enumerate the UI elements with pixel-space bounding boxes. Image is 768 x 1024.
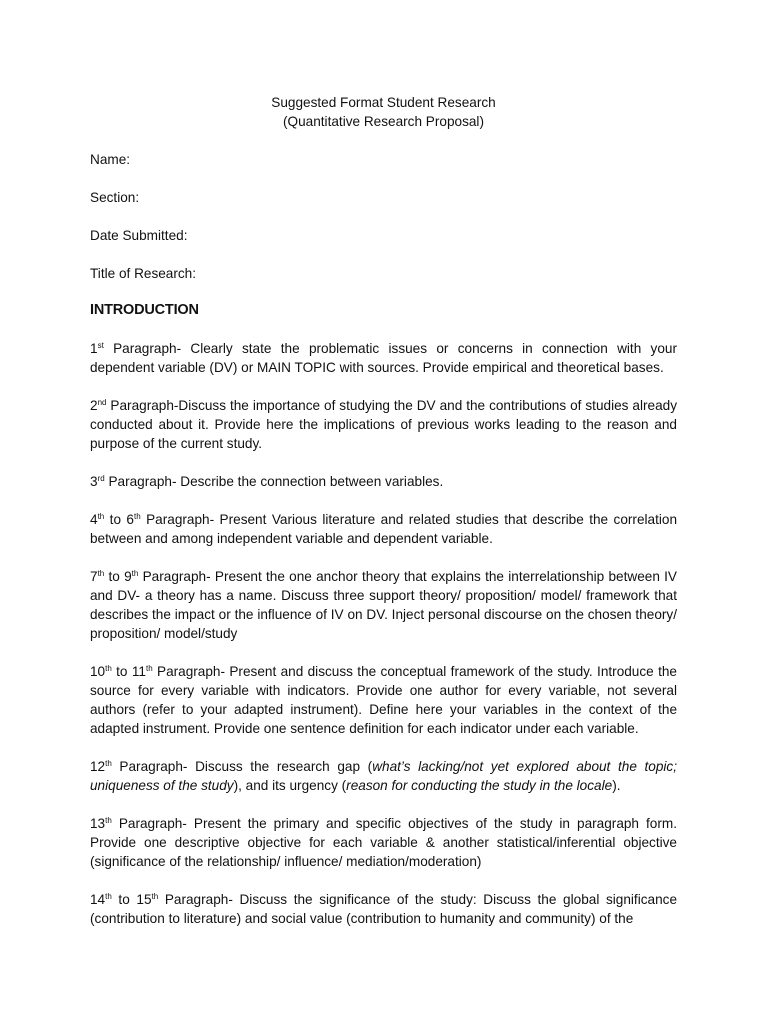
ordinal-suffix-2: th <box>145 664 153 673</box>
paragraph-text: Paragraph- Present the one anchor theory that explains the interrelationship between IV and DV- a theory has a name. Discuss three support theory/ proposition/ model/ framework that describes the impact or the influence of IV on DV. Inject personal discourse on the chosen theory/ proposition/ model/study <box>90 569 677 641</box>
document-title <box>90 93 677 131</box>
paragraph-text: Paragraph- Present the primary and specific objectives of the study in paragraph form. Provide one descriptive objective for each variable & another statistical/inferential objective (significance of the relationship/ influence/ mediation/moderation) <box>90 816 677 869</box>
ordinal-suffix: rd <box>97 474 105 483</box>
paragraph-number: 13 <box>90 816 106 831</box>
paragraph-4 <box>90 510 677 548</box>
ordinal-suffix: nd <box>97 398 107 407</box>
title-line-1: Suggested Format Student Research <box>271 95 496 110</box>
paragraph-number: 7 <box>90 569 98 584</box>
paragraph-8 <box>90 814 677 871</box>
paragraph-number: 10 <box>90 664 106 679</box>
field-title-of-research: Title of Research: <box>90 266 197 281</box>
ordinal-suffix: th <box>105 664 112 673</box>
paragraph-5 <box>90 567 677 643</box>
ordinal-suffix: th <box>97 512 105 521</box>
ordinal-suffix: th <box>105 892 112 901</box>
paragraph-text: Paragraph- Discuss the significance of the study: Discuss the global significance (contribution to literature) and social value (contribution to humanity and community) of the <box>90 892 678 926</box>
paragraph-range: to 11 <box>111 664 146 679</box>
paragraph-range: to 15 <box>111 892 152 907</box>
section-heading: INTRODUCTION <box>90 302 199 318</box>
field-date-submitted: Date Submitted: <box>90 228 188 243</box>
paragraph-7 <box>90 757 677 795</box>
paragraph-text: Paragraph-Discuss the importance of studying the DV and the contributions of studies already conducted about it. Provide here the implications of previous works leading to the reason and purpose of the current study. <box>90 398 677 451</box>
ordinal-suffix-2: th <box>151 892 159 901</box>
paragraph-3 <box>90 472 677 491</box>
paragraph-italic-b: reason for conducting the study in the locale <box>346 778 613 793</box>
paragraph-number: 3 <box>90 474 98 489</box>
paragraph-1 <box>90 339 677 377</box>
paragraph-text: Paragraph- Present Various literature and related studies that describe the correlation between and among independent variable and dependent variable. <box>90 512 677 546</box>
ordinal-suffix: st <box>97 341 104 350</box>
ordinal-suffix-2: th <box>131 569 139 578</box>
paragraph-9 <box>90 890 677 928</box>
paragraph-number: 1 <box>90 341 98 356</box>
paragraph-range: to 6 <box>104 512 134 527</box>
paragraph-text: Paragraph- Clearly state the problematic issues or concerns in connection with your dependent variable (DV) or MAIN TOPIC with sources. Provide empirical and theoretical bases. <box>90 341 677 375</box>
paragraph-italic-a: what’s lacking/not yet explored about the topic; uniqueness of the study <box>90 759 678 793</box>
paragraph-2 <box>90 396 677 453</box>
ordinal-suffix-2: th <box>134 512 141 521</box>
paragraph-text-a: Paragraph- Discuss the research gap ( <box>111 759 373 774</box>
paragraph-6 <box>90 662 677 738</box>
paragraph-number: 12 <box>90 759 106 774</box>
paragraph-text-b: ), and its urgency ( <box>233 778 347 793</box>
ordinal-suffix: th <box>97 569 105 578</box>
title-line-2: (Quantitative Research Proposal) <box>283 114 484 129</box>
document-page <box>90 93 677 928</box>
paragraph-text: Paragraph- Describe the connection between variables. <box>104 474 444 489</box>
paragraph-number: 2 <box>90 398 98 413</box>
ordinal-suffix: th <box>105 816 112 825</box>
paragraph-text: Paragraph- Present and discuss the conceptual framework of the study. Introduce the source for every variable with indicators. Provide one author for every variable, not several authors (refer to your adapted instrument). Define here your variables in the context of the adapted instrument. Provide one sentence definition for each indicator under each variable. <box>90 664 677 736</box>
field-name: Name: <box>90 152 131 167</box>
field-section: Section: <box>90 190 140 205</box>
paragraph-text-c: ). <box>612 778 621 793</box>
paragraph-number: 4 <box>90 512 98 527</box>
paragraph-range: to 9 <box>104 569 132 584</box>
paragraph-number: 14 <box>90 892 106 907</box>
ordinal-suffix: th <box>105 759 112 768</box>
